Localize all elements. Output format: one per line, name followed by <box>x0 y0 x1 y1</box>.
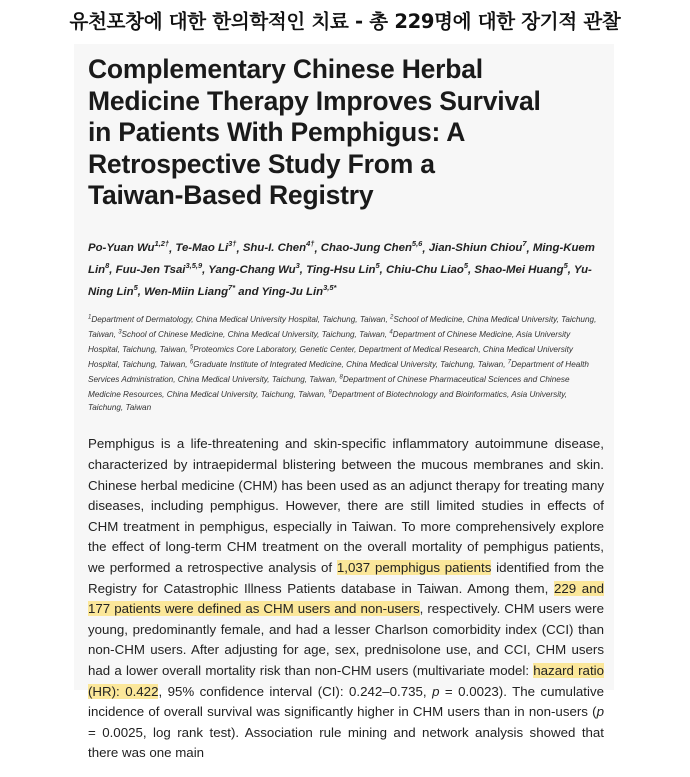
author-affiliation-mark: 5 <box>463 261 469 271</box>
author-affiliation-mark: 5 <box>133 283 138 293</box>
author-name-text: Chao-Jung Chen <box>320 242 412 255</box>
abstract-segment: , 95% confidence interval (CI): 0.242–0.735, <box>158 683 433 699</box>
author-list: Po-Yuan $Wu^{1,2\dagger}$, Te-Mao $Li^{3\dagger}$, Shu-I. Chen$^{4\dagger}$, Chao-Jung Chen$^{5,6}$, Jian-Shiun Chiou$^7$, Ming-Kuem Lin$^8$, Fuu-Jen Tsai$^{3,5,9}$, Yang-Chang Wu$^3$, Ting-Hsu Lin$^5$, Chiu-Chu Liao$^5$, Shao-Mei Huang$^5$, Yu-Ning Lin$^5$, Wen-Miin Liang$^{7*}$ and Ying-Ju Lin$^{3,5*}$ <box>88 239 595 298</box>
p-value-symbol: p <box>596 704 604 720</box>
author-affiliation-mark: 5 <box>375 261 380 271</box>
author-name-text: Te-Mao Li <box>175 242 229 255</box>
author-name <box>115 261 203 277</box>
affiliation-text: School of Medicine, China Medical University, Taichung, Taiwan, <box>88 314 597 339</box>
affiliation-text: Department of Chinese Medicine, Asia University Hospital, Taichung, Taiwan, <box>88 329 571 354</box>
affiliation-item <box>118 330 387 339</box>
abstract-segment: Pemphigus is a life-threatening and skin-specific inflammatory autoimmune disease, characterized by intraepidermal blistering between the mucous membranes and skin. Chinese herbal medicine (CHM) has been used as an adjunct therapy for treating many diseases, including pemphigus. However, there are still limited studies in effects of CHM treatment in pemphigus, especially in Taiwan. To more comprehensively explore the effect of long-term CHM treatment on the overall mortality of pemphigus patients, we performed a retrospective analysis of <box>88 436 604 575</box>
author-name <box>428 239 527 255</box>
author-name <box>474 261 568 277</box>
author-affiliation-mark: 3 <box>295 261 300 271</box>
author-name-text: Wen-Miin Liang <box>144 285 229 298</box>
author-name <box>306 261 380 277</box>
author-affiliation-mark: 3† <box>228 239 237 249</box>
author-affiliation-mark: 5,6 <box>411 239 423 249</box>
affiliation-number: 1 <box>88 313 92 320</box>
p-value-symbol: p <box>432 683 440 699</box>
affiliation-text: Department of Biotechnology and Bioinformatics, Asia University, Taichung, Taiwan <box>88 389 568 413</box>
affiliation-text: Proteomics Core Laboratory, Genetic Center, Department of Medical Research, China Medical University Hospital, Taichung, Taiwan, <box>88 344 573 369</box>
affiliation-list <box>88 311 604 414</box>
author-name-text: Ting-Hsu Lin <box>306 264 376 277</box>
affiliation-text: Graduate Institute of Integrated Medicine, China Medical University, Taichung, Taiwan, <box>193 359 506 369</box>
abstract-text <box>88 434 604 764</box>
author-name <box>320 239 423 255</box>
author-name-text: Yu-Ning Lin <box>88 264 592 298</box>
affiliation-number: 6 <box>189 358 194 365</box>
affiliation-number: 3 <box>118 328 122 335</box>
affiliation-item <box>88 315 388 324</box>
author-name <box>175 239 237 255</box>
author-affiliation-mark: 7 <box>522 239 527 249</box>
author-name <box>144 283 236 298</box>
author-name-text: Fuu-Jen Tsai <box>115 264 186 277</box>
affiliation-text: School of Chinese Medicine, China Medical University, Taichung, Taiwan, <box>121 329 388 339</box>
paper-content <box>88 54 604 777</box>
author-name-text: Shao-Mei Huang <box>474 264 564 277</box>
affiliation-number: 4 <box>389 328 393 335</box>
author-affiliation-mark: 3,5* <box>323 283 337 293</box>
author-name <box>88 239 170 255</box>
affiliation-item <box>190 360 506 369</box>
abstract-segment: = 0.0023). The cumulative incidence of overall survival was significantly higher in CHM users than in non-users ( <box>88 683 604 720</box>
affiliation-number: 9 <box>328 389 332 396</box>
author-name-text: Po-Yuan Wu <box>88 242 155 255</box>
affiliation-text: Department of Health Services Administration, China Medical University, Taichung, Taiwan, <box>88 359 589 384</box>
author-affiliation-mark: 5 <box>563 261 568 271</box>
korean-caption-banner: 유천포창에 대한 한의학적인 치료 - 총 229명에 대한 장기적 관찰 <box>0 0 690 44</box>
title-line: Retrospective Study From a <box>88 148 435 179</box>
affiliation-text: Department of Dermatology, China Medical University Hospital, Taichung, Taiwan, <box>91 314 388 324</box>
title-line: Medicine Therapy Improves Survival <box>88 85 541 116</box>
affiliation-number: 5 <box>189 343 194 350</box>
affiliation-number: 8 <box>339 374 343 381</box>
paper-page <box>74 44 614 761</box>
author-name-text: Jian-Shiun Chiou <box>428 242 523 255</box>
author-name <box>386 261 469 277</box>
affiliation-number: 7 <box>507 358 512 365</box>
affiliation-number: 2 <box>390 313 394 320</box>
highlight-patient-count: 1,037 pemphigus patients <box>336 559 492 575</box>
author-affiliation-mark: 3,5,9 <box>185 261 203 271</box>
author-name <box>242 239 315 255</box>
paper-title <box>88 54 604 212</box>
author-affiliation-mark: 1,2† <box>154 239 170 249</box>
title-line: Complementary Chinese Herbal <box>88 54 483 84</box>
abstract-segment: identified from the Registry for Catastrophic Illness Patients database in Taiwan. Among them, <box>88 559 604 596</box>
title-line: in Patients With Pemphigus: A <box>88 117 466 147</box>
highlight-user-groups: 229 and 177 patients were defined as CHM users and non-users <box>88 580 604 617</box>
author-name-text: Chiu-Chu Liao <box>386 264 464 277</box>
author-affiliation-mark: 7* <box>228 283 236 293</box>
author-affiliation-mark: 4† <box>306 239 315 249</box>
author-name <box>261 283 337 298</box>
abstract-segment: = 0.0025, log rank test). Association rule mining and network analysis showed that there was one main <box>88 724 604 761</box>
author-name-text: Shu-I. Chen <box>242 242 307 255</box>
abstract-segment: , respectively. CHM users were young, predominantly female, and had a lesser Charlson comorbidity index (CCI) than non-CHM users. After adjusting for age, sex, prednisolone use, and CCI, CHM users had a lower overall mortality risk than non-CHM users (multivariate model: <box>88 601 604 678</box>
author-name-text: Yang-Chang Wu <box>208 264 296 277</box>
author-affiliation-mark: 8 <box>105 261 110 271</box>
title-line: Taiwan-Based Registry <box>88 180 374 210</box>
affiliation-text: Department of Chinese Pharmaceutical Sciences and Chinese Medicine Resources, China Medical University, Taichung, Taiwan, <box>88 374 570 399</box>
author-name-text: Ming-Kuem Lin <box>88 242 595 277</box>
author-name <box>208 261 300 277</box>
highlight-hazard-ratio: hazard ratio (HR): 0.422 <box>88 662 604 699</box>
author-name-text: Ying-Ju Lin <box>261 285 324 298</box>
